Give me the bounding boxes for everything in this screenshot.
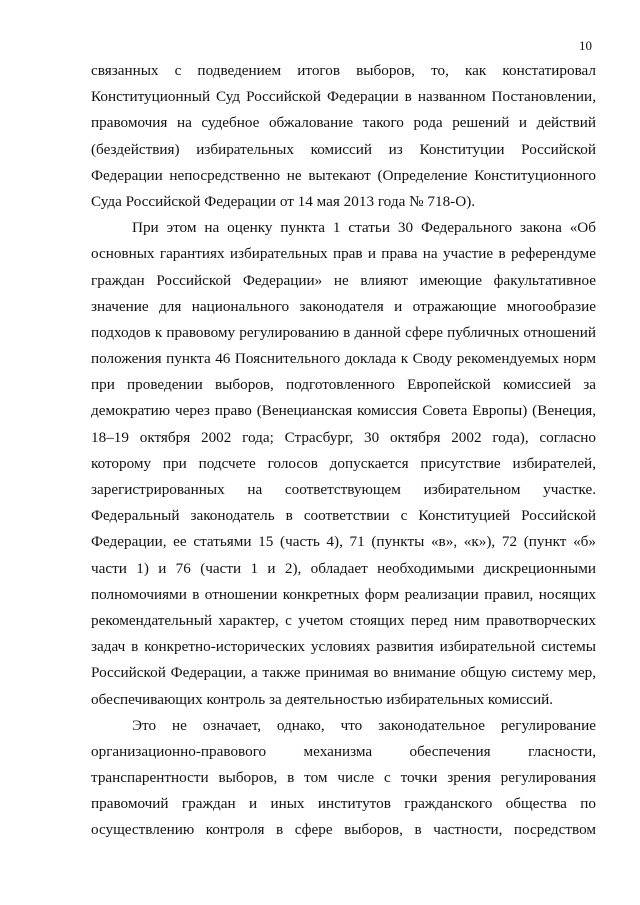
text-line: значение для национального законодателя и отражающие многообразие xyxy=(91,297,596,315)
text-line: Суда Российской Федерации от 14 мая 2013 года № 718-О). xyxy=(91,192,476,210)
text-line: 18–19 октября 2002 года; Страсбург, 30 октября 2002 года), согласно xyxy=(91,428,596,446)
text-line: рекомендательный характер, с учетом стоящих перед ним правотворческих xyxy=(91,611,596,629)
text-line: основных гарантиях избирательных прав и права на участие в референдуме xyxy=(91,245,596,263)
text-line: демократию через право (Венецианская комиссия Совета Европы) (Венеция, xyxy=(91,402,596,420)
body-text xyxy=(91,58,596,844)
text-line: граждан Российской Федерации» не влияют имеющие факультативное xyxy=(91,271,596,289)
text-line: При этом на оценку пункта 1 статьи 30 Федерального закона «Об xyxy=(132,219,596,237)
text-line: транспарентности выборов, в том числе с точки зрения регулирования xyxy=(91,769,596,787)
text-line: части 1) и 76 (части 1 и 2), обладает необходимыми дискреционными xyxy=(91,559,596,577)
text-line: задач в конкретно-исторических условиях развития избирательной системы xyxy=(91,638,596,656)
text-line: организационно-правового механизма обеспечения гласности, xyxy=(91,742,596,760)
text-line: подходов к правовому регулированию в данной сфере публичных отношений xyxy=(91,323,596,341)
text-line: Это не означает, однако, что законодательное регулирование xyxy=(132,716,596,734)
page-number: 10 xyxy=(579,38,592,53)
text-line: (бездействия) избирательных комиссий из Конституции Российской xyxy=(91,140,596,158)
text-line: зарегистрированных на соответствующем избирательном участке. xyxy=(91,481,596,498)
text-line: которому при подсчете голосов допускается присутствие избирателей, xyxy=(91,454,596,472)
text-line: Федерации, ее статьями 15 (часть 4), 71 (пункты «в», «к»), 72 (пункт «б» xyxy=(91,533,596,551)
text-line: полномочиями в отношении конкретных форм реализации правил, носящих xyxy=(91,585,596,603)
text-line: положения пункта 46 Пояснительного доклада к Своду рекомендуемых норм xyxy=(91,350,596,368)
text-line: осуществлению контроля в сфере выборов, в частности, посредством xyxy=(91,821,596,839)
text-line: связанных с подведением итогов выборов, то, как констатировал xyxy=(91,62,596,79)
text-line: обеспечивающих контроль за деятельностью избирательных комиссий. xyxy=(91,690,554,708)
text-line: правомочий граждан и иных институтов гражданского общества по xyxy=(91,795,596,813)
text-line: Российской Федерации, а также принимая во внимание общую систему мер, xyxy=(91,664,596,682)
text-line: Федерации непосредственно не вытекают (Определение Конституционного xyxy=(91,166,596,184)
text-line: правомочия на судебное обжалование такого рода решений и действий xyxy=(91,114,596,132)
text-line: при проведении выборов, подготовленного Европейской комиссией за xyxy=(91,376,596,394)
text-line: Федеральный законодатель в соответствии с Конституцией Российской xyxy=(91,507,596,525)
text-line: Конституционный Суд Российской Федерации в названном Постановлении, xyxy=(91,88,596,106)
